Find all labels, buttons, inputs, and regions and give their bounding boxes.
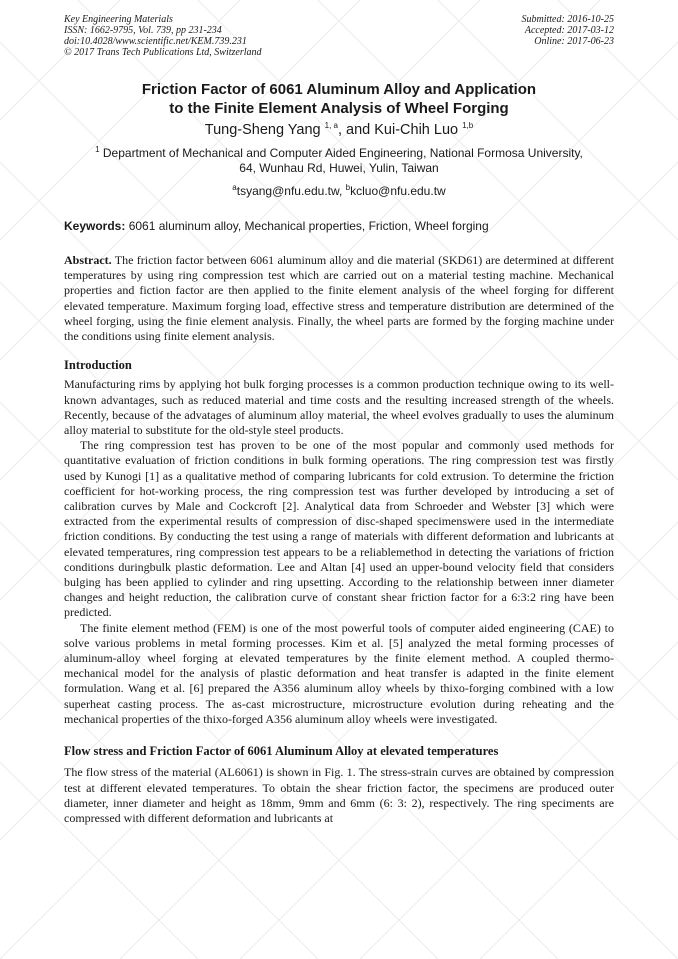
author-emails: [64, 184, 614, 199]
journal-copyright: © 2017 Trans Tech Publications Ltd, Switzerland: [64, 47, 262, 58]
submission-dates: [522, 14, 615, 47]
keywords-label: Keywords:: [64, 219, 126, 233]
keywords-text: 6061 aluminum alloy, Mechanical properties, Friction, Wheel forging: [128, 219, 489, 233]
abstract-text: The friction factor between 6061 aluminum alloy and die material (SKD61) are determined at different temperatures by using ring compression test which are carried out on a material testing machine. Mechanical properties and fiction factor are then applied to the finite element analysis of the wheel forging for different elevated temperature. Maximum forging load, effective stress and temperature distribution are determined of the wheel forging, using the finie element analysis. Finally, the wheel parts are formed by the forging machine under the conditions using finite element analysis.: [64, 253, 614, 344]
author-1: Tung-Sheng Yang: [204, 122, 321, 138]
author-2-affiliation: 1,b: [462, 121, 474, 131]
author-1-affiliation: 1, a: [324, 121, 338, 131]
abstract: [64, 253, 614, 344]
affiliation-marker: 1: [95, 145, 100, 154]
paper-title: [64, 80, 614, 118]
email-b-marker: b: [345, 183, 351, 192]
paper-body: [64, 80, 614, 826]
journal-doi[interactable]: doi:10.4028/www.scientific.net/KEM.739.231: [64, 36, 247, 47]
email-b[interactable]: kcluo@nfu.edu.tw: [350, 184, 446, 198]
flow-paragraph-1: The flow stress of the material (AL6061) is shown in Fig. 1. The stress-strain curves are obtained by compression test at different elevated temperatures. To obtain the shear friction factor, the specimens are produced outer diameter, inner diameter and height as 18mm, 9mm and 6mm (6: 3: 2), respectively. The ring speciments are compressed with different deformation and lubricants at: [64, 765, 614, 825]
intro-paragraph-3: The finite element method (FEM) is one of the most powerful tools of computer aided engineering (CAE) to solve various problems in metal forming processes. Kim et al. [5] analyzed the metal forming processes of aluminum-alloy wheel forging at elevated temperatures by the finite element method. A coupled thermo-mechanical model for the analysis of plastic deformation and heat transfer is adapted in the finite element formulation. Wang et al. [6] prepared the A356 aluminum alloy wheels by thixo-forging combined with a low superheat casting process. The as-cast microstructure, microstructure evolution during reheating and the mechanical properties of the thixo-forged A356 aluminum alloy wheels were investigated.: [64, 620, 614, 726]
journal-info: [64, 14, 262, 58]
submitted-date: Submitted: 2016-10-25: [521, 14, 614, 25]
intro-paragraph-2: The ring compression test has proven to be one of the most popular and commonly used methods for quantitative evaluation of friction conditions in bulk forming operations. The ring compression test was firstly used by Kunogi [1] as a qualitative method of comparing lubricants for cold extrusion. To determine the friction coefficient for hot-working process, the ring compression test was further developed by introducing a set of calibration curves by Male and Cockcroft [2]. Analytical data from Schroeder and Webster [3] which were extracted from the experimental results of compression of disc-shaped specimenswere used in the intermediate friction conditions. By conducting the test using a range of materials with different deformation and lubricants at elevated temperatures, ring compression test appears to be a reliablemethod in detecting the variations of friction conditions duringbulk plastic deformation. Lee and Altan [4] used an upper-bound velocity field that considers bulging has been applied to cylinder and ring upsetting. According to the relationship between inner diameter changes and height reduction, the calibration curve of constant shear friction factor for a 6:3:2 ring have been predicted.: [64, 438, 614, 620]
affiliation: [64, 146, 614, 176]
accepted-date: Accepted: 2017-03-12: [524, 25, 614, 36]
author-separator: , and: [337, 122, 375, 138]
title-line-1: Friction Factor of 6061 Aluminum Alloy and Application: [141, 81, 537, 98]
email-separator: ,: [339, 184, 346, 198]
journal-issn: ISSN: 1662-9795, Vol. 739, pp 231-234: [64, 25, 222, 36]
affiliation-line-1: Department of Mechanical and Computer Aided Engineering, National Formosa University,: [102, 146, 583, 160]
author-2: Kui-Chih Luo: [374, 122, 459, 138]
online-date: Online: 2017-06-23: [534, 36, 614, 47]
email-a-marker: a: [232, 183, 237, 192]
affiliation-line-2: 64, Wunhau Rd, Huwei, Yulin, Taiwan: [239, 161, 439, 175]
author-list: [64, 120, 614, 140]
section-heading-introduction: Introduction: [64, 358, 132, 373]
section-heading-flow-stress: Flow stress and Friction Factor of 6061 Aluminum Alloy at elevated temperatures: [64, 744, 499, 759]
email-a[interactable]: tsyang@nfu.edu.tw: [236, 184, 339, 198]
intro-paragraph-1: Manufacturing rims by applying hot bulk forging processes is a common production technique owing to its well-known advantages, such as reduced material and time costs and the resulting increased strength of the wheels. Recently, because of the advatages of aluminum alloy material, the wheel evolves gradually to uses the aluminum alloy material to substitute for the old-style steel products.: [64, 377, 614, 438]
keywords: [64, 219, 614, 234]
title-line-2: to the Finite Element Analysis of Wheel Forging: [169, 100, 509, 117]
abstract-label: Abstract.: [64, 253, 112, 267]
journal-name: Key Engineering Materials: [64, 14, 173, 25]
